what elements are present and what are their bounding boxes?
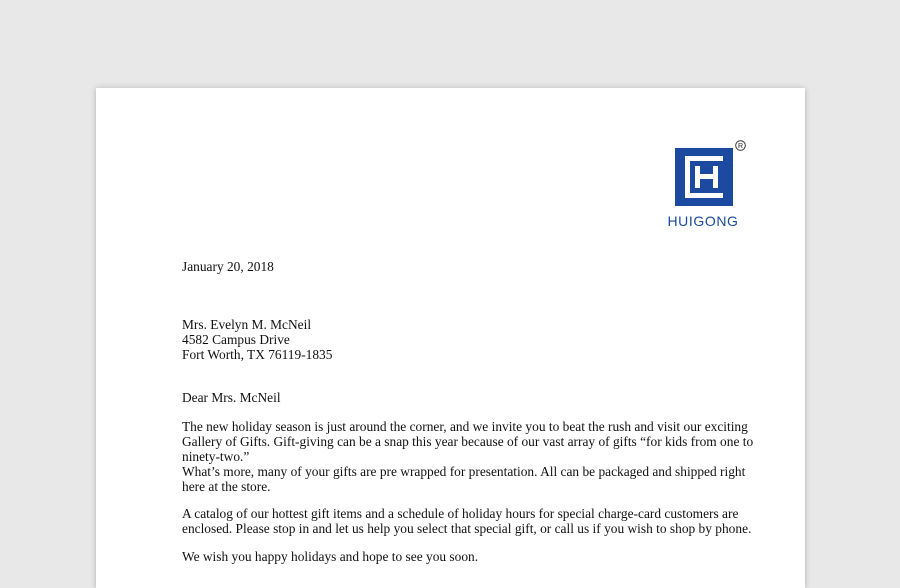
huigong-logo-mark-icon	[675, 148, 733, 206]
paragraph: What’s more, many of your gifts are pre wrapped for presentation. All can be packaged and shipped right here at the store.	[182, 464, 746, 494]
letter-date: January 20, 2018	[182, 259, 274, 274]
recipient-address	[182, 317, 332, 362]
svg-text:R: R	[737, 143, 744, 150]
letter-page	[96, 88, 805, 588]
company-logo	[662, 132, 748, 232]
paragraph: We wish you happy holidays and hope to see you soon.	[182, 549, 479, 564]
recipient-name: Mrs. Evelyn M. McNeil	[182, 317, 312, 332]
paragraph: The new holiday season is just around the corner, and we invite you to beat the rush and visit our exciting Gallery of Gifts. Gift-giving can be a snap this year because of our vast array of gifts “for kids from one to ninety-two.”	[182, 419, 754, 464]
registered-mark-icon	[735, 140, 746, 151]
recipient-street: 4582 Campus Drive	[182, 332, 290, 347]
logo-wordmark: HUIGONG	[667, 213, 739, 229]
salutation: Dear Mrs. McNeil	[182, 390, 281, 405]
paragraph: A catalog of our hottest gift items and a schedule of holiday hours for special charge-card customers are enclosed. Please stop in and let us help you select that special gift, or call us if you wish to shop by phone.	[182, 506, 752, 536]
recipient-city: Fort Worth, TX 76119-1835	[182, 347, 333, 362]
